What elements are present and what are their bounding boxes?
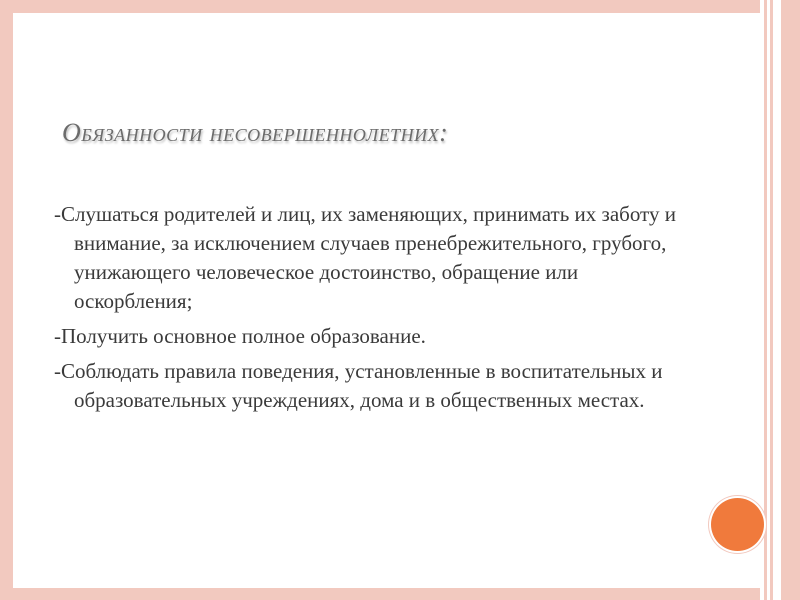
orange-circle-icon — [711, 498, 764, 551]
frame-right-border — [781, 0, 800, 600]
frame-top-border — [0, 0, 800, 13]
paragraph-rules: -Соблюдать правила поведения, установленные в воспитательных и образовательных учреждениях, дома и в общественных местах. — [54, 359, 663, 412]
frame-left-border — [0, 0, 13, 600]
frame-right-line — [764, 0, 767, 600]
slide-title: Обязанности несовершеннолетних: — [62, 118, 449, 147]
frame-right-line — [770, 0, 773, 600]
frame-bottom-border — [0, 588, 800, 600]
paragraph-education: -Получить основное полное образование. — [54, 324, 426, 348]
paragraph-obey-parents: -Слушаться родителей и лиц, их заменяющих, принимать их заботу и внимание, за исключением случаев пренебрежительного, грубого, унижающего человеческое достоинство, обращение или оскорбления; — [54, 202, 676, 313]
slide-body — [54, 200, 694, 421]
